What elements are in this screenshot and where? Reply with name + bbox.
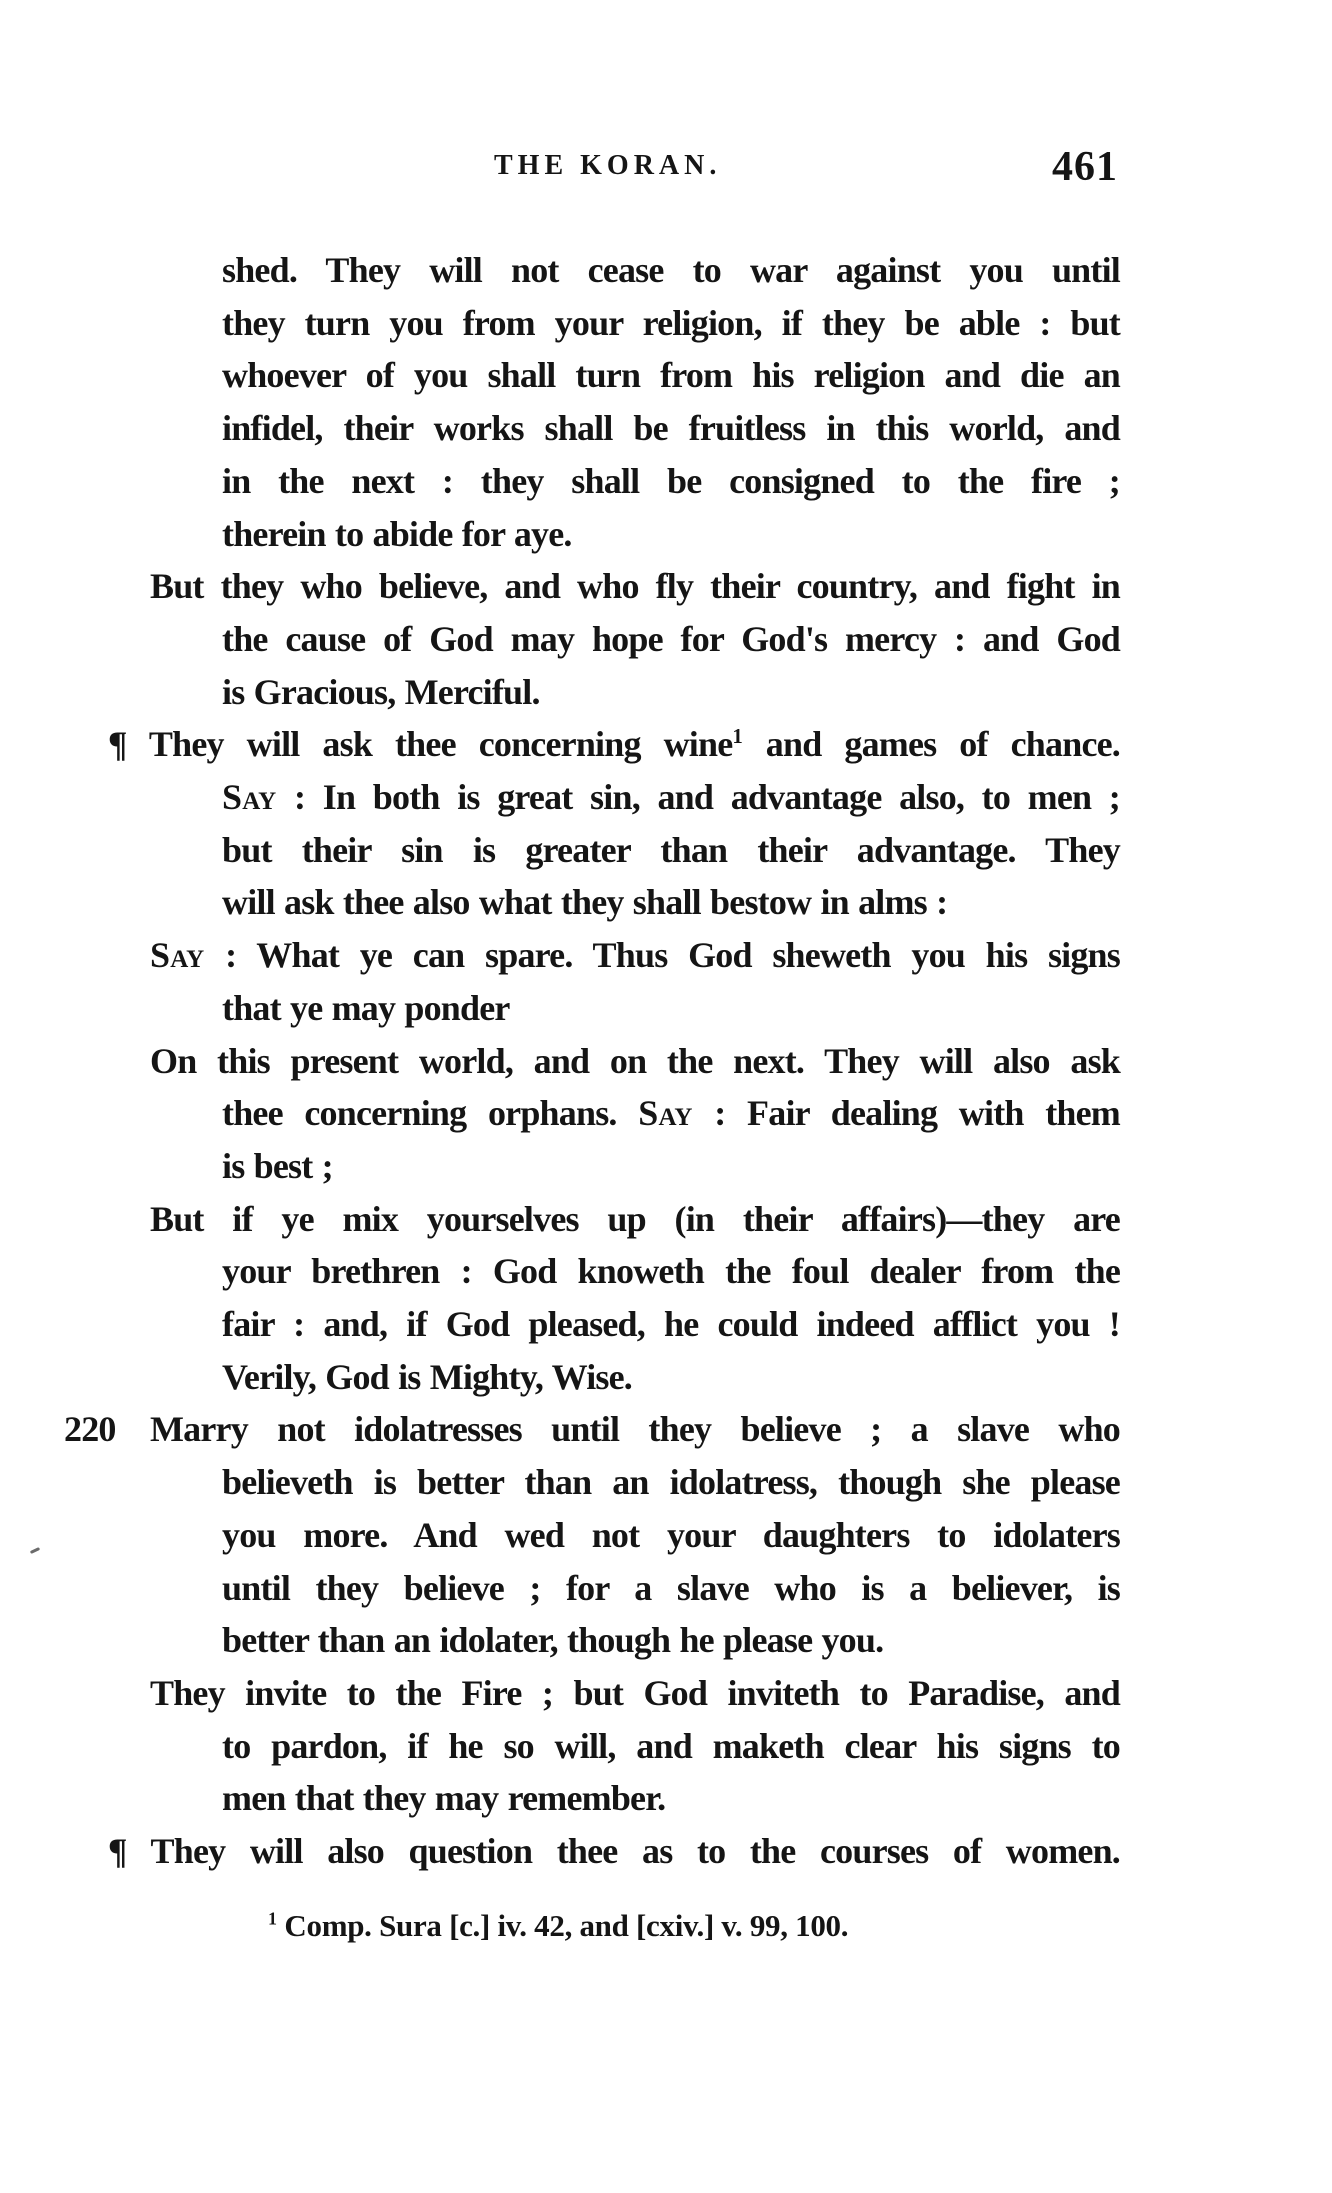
text-line <box>222 1720 1120 1773</box>
line-text: : Fair dealing with them <box>692 1093 1120 1133</box>
line-text: but their sin is greater than their advantage. They <box>222 830 1120 870</box>
text-line <box>222 1562 1120 1615</box>
text-line <box>150 1193 1120 1246</box>
footnote-marker: 1 <box>732 724 743 748</box>
text-line <box>150 1667 1120 1720</box>
text-line <box>222 508 1120 561</box>
line-text: : In both is great sin, and advantage also, to men ; <box>276 777 1120 817</box>
line-text: you more. And wed not your daughters to idolaters <box>222 1515 1120 1555</box>
line-text: Comp. Sura [c.] iv. 42, and [cxiv.] v. 99, 100. <box>276 1908 849 1943</box>
footnote <box>268 1908 848 1944</box>
line-text: infidel, their works shall be fruitless in this world, and <box>222 408 1120 448</box>
running-title: THE KORAN. <box>494 150 722 181</box>
line-text: fair : and, if God pleased, he could indeed afflict you ! <box>222 1304 1120 1344</box>
text-line <box>150 929 1120 982</box>
line-text: : What ye can spare. Thus God sheweth you his signs <box>204 935 1120 975</box>
text-line <box>108 718 1120 771</box>
text-line <box>64 1403 1120 1456</box>
text-line <box>222 1614 1120 1667</box>
text-line <box>222 244 1120 297</box>
line-text: Verily, God is Mighty, Wise. <box>222 1357 632 1397</box>
text-line <box>150 1035 1120 1088</box>
line-text: and games of chance. <box>742 724 1120 764</box>
smallcaps-word: Say <box>222 777 277 817</box>
text-line <box>222 613 1120 666</box>
line-text: therein to abide for aye. <box>222 514 572 554</box>
line-text: to pardon, if he so will, and maketh clear his signs to <box>222 1726 1120 1766</box>
line-text: But they who believe, and who fly their country, and fight in <box>150 566 1120 606</box>
text-line <box>222 1140 1120 1193</box>
line-text: On this present world, and on the next. They will also ask <box>150 1041 1120 1081</box>
line-text: ¶ They will also question thee as to the courses of women. <box>108 1831 1120 1871</box>
text-line <box>222 1298 1120 1351</box>
text-line <box>222 349 1120 402</box>
text-line <box>222 402 1120 455</box>
line-text: But if ye mix yourselves up (in their affairs)—they are <box>150 1199 1120 1239</box>
text-line <box>222 824 1120 877</box>
smallcaps-word: Say <box>638 1093 693 1133</box>
smallcaps-word: Say <box>150 935 205 975</box>
line-text: the cause of God may hope for God's mercy : and God <box>222 619 1120 659</box>
text-line <box>222 455 1120 508</box>
line-text: Marry not idolatresses until they believe ; a slave who <box>150 1409 1120 1449</box>
scan-speck <box>30 1547 40 1554</box>
line-text: is Gracious, Merciful. <box>222 672 540 712</box>
line-text: until they believe ; for a slave who is a believer, is <box>222 1568 1120 1608</box>
footnote-marker: 1 <box>268 1908 277 1929</box>
line-text: thee concerning orphans. <box>222 1093 639 1133</box>
line-text: in the next : they shall be consigned to the fire ; <box>222 461 1120 501</box>
text-line <box>108 1825 1120 1878</box>
line-text: They invite to the Fire ; but God inviteth to Paradise, and <box>150 1673 1120 1713</box>
text-line <box>222 297 1120 350</box>
text-line <box>222 982 1120 1035</box>
line-text: men that they may remember. <box>222 1778 666 1818</box>
line-text: your brethren : God knoweth the foul dealer from the <box>222 1251 1120 1291</box>
line-text: is best ; <box>222 1146 333 1186</box>
verse-number: 220 <box>64 1409 116 1449</box>
line-text: better than an idolater, though he please you. <box>222 1620 884 1660</box>
line-text: that ye may ponder <box>222 988 510 1028</box>
text-line <box>222 1245 1120 1298</box>
text-line <box>222 1087 1120 1140</box>
text-line <box>222 771 1120 824</box>
text-line <box>222 1509 1120 1562</box>
page-number: 461 <box>1052 144 1118 190</box>
line-text: believeth is better than an idolatress, though she please <box>222 1462 1120 1502</box>
text-line <box>222 666 1120 719</box>
text-line <box>222 1351 1120 1404</box>
text-line <box>222 876 1120 929</box>
text-line <box>222 1772 1120 1825</box>
line-text: ¶ They will ask thee concerning wine <box>108 724 733 764</box>
text-line <box>222 1456 1120 1509</box>
line-text: whoever of you shall turn from his religion and die an <box>222 355 1120 395</box>
text-line <box>150 560 1120 613</box>
line-text: they turn you from your religion, if they be able : but <box>222 303 1120 343</box>
line-text: shed. They will not cease to war against you until <box>222 250 1120 290</box>
line-text: will ask thee also what they shall bestow in alms : <box>222 882 948 922</box>
